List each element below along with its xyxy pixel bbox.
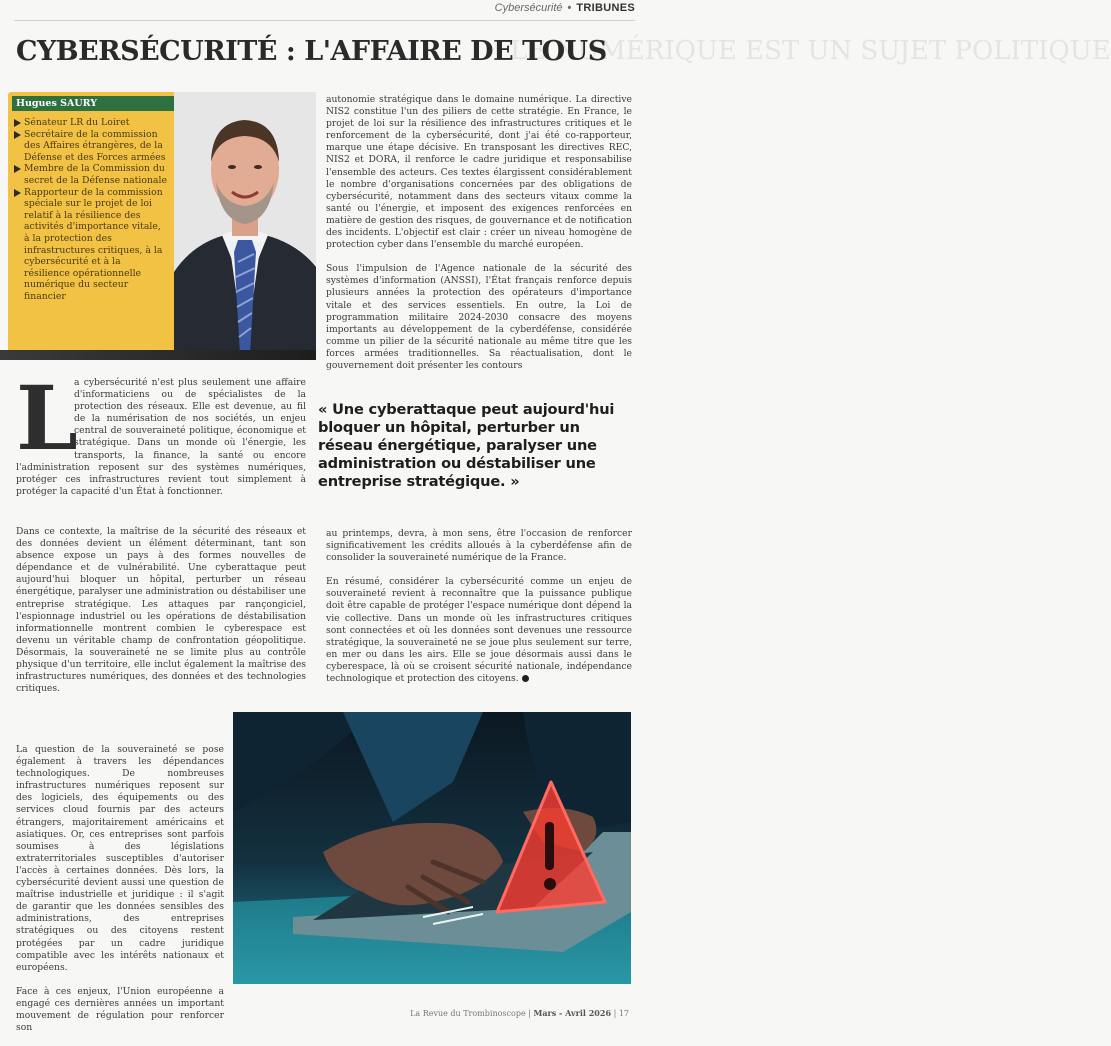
paragraph: Face à ces enjeux, l'Union européenne a engagé ces dernières années un important mouvement de régulation pour renforcer son [16, 985, 224, 1034]
bullet-triangle-icon [14, 165, 21, 173]
paragraph: au printemps, devra, à mon sens, être l'occasion de renforcer significativement les crédits alloués à la cyberdéfense afin de consolider la souveraineté numérique de la France. [326, 528, 632, 564]
author-role: Secrétaire de la commission des Affaires étrangères, de la Défense et des Forces armées [14, 129, 168, 164]
running-header [495, 0, 635, 16]
author-portrait [174, 92, 316, 354]
section-label: Cybersécurité [494, 2, 563, 14]
publication-name: La Revue du Trombinoscope [410, 1009, 526, 1018]
paragraph: autonomie stratégique dans le domaine numérique. La directive NIS2 constitue l'un des piliers de cette stratégie. En France, le projet de loi sur la résilience des infrastructures critiques et le renforcement de la cybersécurité, dont j'ai été co-rapporteur, marque une étape décisive. En transposant les directives REC, NIS2 et DORA, il renforce le cadre juridique et responsabilise l'ensemble des acteurs. Ces textes élargissent considérablement le nombre d'organisations concernées par des obligations de cybersécurité, notamment dans des secteurs vitaux comme la santé ou l'énergie, et imposent des exigences renforcées en matière de gestion des risques, de gouvernance et de notification des incidents. L'objectif est clair : créer un niveau homogène de protection cyber dans l'ensemble du marché européen. [326, 94, 632, 251]
footer-separator: | [528, 1009, 531, 1018]
issue-date: Mars - Avril 2026 [533, 1008, 612, 1018]
paragraph: La question de la souveraineté se pose également à travers les dépendances technologiques. De nombreuses infrastructures numériques reposent sur des logiciels, des équipements ou des services cloud fournis par des acteurs étrangers, majoritairement américains et asiatiques. Or, ces entreprises sont parfois soumises à des législations extraterritoriales susceptibles d'autoriser l'accès à certaines données. Dès lors, la cybersécurité devient aussi une question de maîtrise industrielle et juridique : il s'agit de garantir que les données sensibles des administrations, des entreprises stratégiques ou des citoyens restent protégées par un cadre juridique compatible avec les intérêts nationaux et européens. [16, 744, 224, 973]
warning-triangle-laptop-photo-icon [233, 712, 631, 984]
drop-cap: L [16, 366, 78, 470]
bullet-triangle-icon [14, 131, 21, 139]
page-number: 17 [618, 1009, 629, 1018]
rubric-label: TRIBUNES [576, 2, 635, 14]
footer-separator: | [613, 1009, 617, 1018]
article-title: CYBERSÉCURITÉ : L'AFFAIRE DE TOUS [16, 36, 607, 67]
intro-paragraph: a cybersécurité n'est plus seulement une affaire d'informaticiens ou de spécialistes de la protection des réseaux. Elle est devenue, au fil de la numérisation de nos sociétés, un enjeu central de souveraineté politique, économique et stratégique. Dans un monde où l'énergie, les transports, la finance, la santé ou encore l'administration reposent sur des systèmes numériques, protéger ces infrastructures revient tout simplement à protéger la capacité d'un État à fonctionner. [16, 377, 306, 497]
page-footer [410, 1008, 629, 1018]
author-name: Hugues SAURY [12, 96, 174, 111]
author-role: Rapporteur de la commission spéciale sur le projet de loi relatif à la résilience des activités d'importance vitale, à la protection des infrastructures critiques, à la cybersécurité et à la résilience opérationnelle numérique du secteur financier [14, 187, 168, 303]
header-rule [14, 20, 635, 21]
article-column-left-mid [16, 526, 306, 707]
article-column-right-mid [326, 528, 632, 697]
paragraph: En résumé, considérer la cybersécurité comme un enjeu de souveraineté revient à reconnaître que la puissance publique doit être capable de protéger l'espace numérique dont dépend la vie collective. Dans un monde où les infrastructures critiques sont connectées et où les données sont devenues une ressource stratégique, la souveraineté ne se joue plus seulement sur terre, en mer ou dans les airs. Elle se joue désormais aussi dans le cyberespace, là où se croisent sécurité nationale, indépendance technologique et protection des citoyens. [326, 576, 632, 685]
author-bio-box [8, 92, 174, 350]
article-column-right-top [326, 94, 632, 384]
photo-shadow-bar [0, 350, 316, 360]
header-separator: • [567, 2, 572, 14]
article-intro [16, 366, 306, 498]
end-of-article-bullet-icon [522, 675, 529, 682]
cyberattack-illustration [233, 712, 631, 984]
pull-quote: « Une cyberattaque peut aujourd'hui bloquer un hôpital, perturber un réseau énergétique, paralyser une administration ou déstabiliser une entreprise stratégique. » [318, 401, 615, 490]
author-role: Membre de la Commission du secret de la Défense nationale [14, 163, 168, 186]
portrait-photo-icon [174, 92, 316, 354]
bleed-through-title: LE NUMÉRIQUE EST UN SUJET POLITIQUE [510, 36, 1111, 66]
paragraph: Sous l'impulsion de l'Agence nationale de la sécurité des systèmes d'information (ANSSI), l'État français renforce depuis plusieurs années la protection des opérateurs d'importance vitale et des services essentiels. En outre, la Loi de programmation militaire 2024-2030 consacre des moyens importants au développement de la cyberdéfense, considérée comme un pilier de la sécurité nationale au même titre que les forces armées traditionnelles. Sa réactualisation, dont le gouvernement doit présenter les contours [326, 263, 632, 371]
paragraph: Dans ce contexte, la maîtrise de la sécurité des réseaux et des données devient un élément déterminant, tant son absence expose un pays à des formes nouvelles de dépendance et de vulnérabilité. Une cyberattaque peut aujourd'hui bloquer un hôpital, perturber un réseau énergétique, paralyser une administration ou déstabiliser une entreprise stratégique. Les attaques par rançongiciel, l'espionnage industriel ou les opérations de déstabilisation informationnelle montrent combien le cyberespace est devenu un véritable champ de confrontation géopolitique. Désormais, la souveraineté ne se limite plus au contrôle physique d'un territoire, elle inclut également la maîtrise des infrastructures numériques, des données et des technologies critiques. [16, 526, 306, 695]
article-column-left-low [16, 744, 224, 1046]
author-roles-list [14, 117, 168, 303]
bullet-triangle-icon [14, 189, 21, 197]
bullet-triangle-icon [14, 119, 21, 127]
author-role: Sénateur LR du Loiret [14, 117, 168, 129]
